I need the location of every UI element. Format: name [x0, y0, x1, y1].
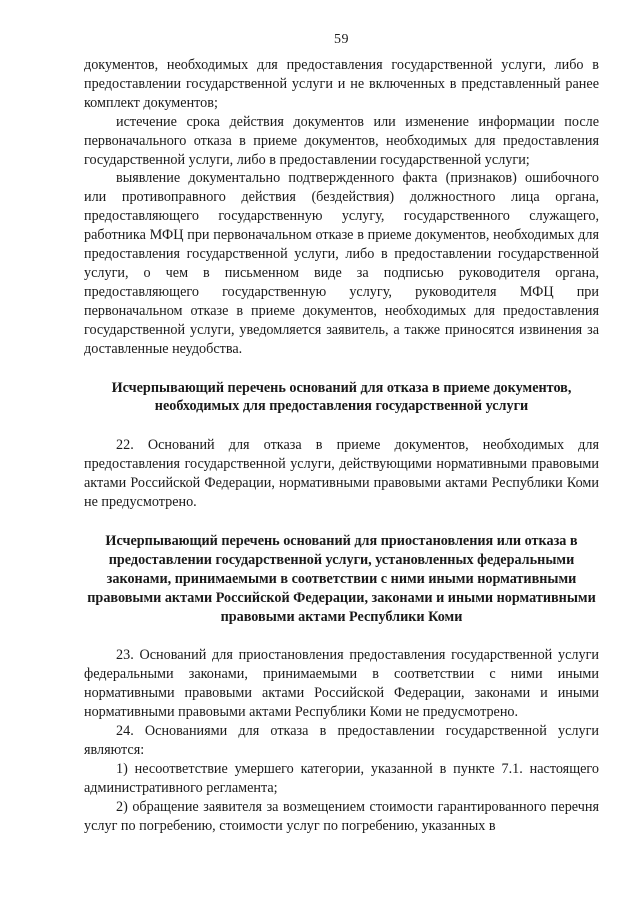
- section-title-suspension-refusal: Исчерпывающий перечень оснований для приостановления или отказа в предоставлении государственной услуги, установленных федеральными законами, принимаемыми в соответствии с ними иными нормативными правовыми актами Российской Федерации, законами и иными нормативными правовыми актами Республики Коми: [87, 532, 596, 625]
- paragraph-error-detection: выявление документально подтвержденного факта (признаков) ошибочного или противоправного действия (бездействия) должностного лица органа, предоставляющего государственную услугу, государственного служащего, работника МФЦ при первоначальном отказе в приеме документов, необходимых для предоставления государственной услуги, либо в предоставлении государственной услуги, о чем в письменном виде за подписью руководителя органа, предоставляющего государственную услугу, руководителя МФЦ при первоначальном отказе в приеме документов, необходимых для предоставления государственной услуги, уведомляется заявитель, а также приносятся извинения за доставленные неудобства.: [84, 170, 599, 357]
- list-item-2: 2) обращение заявителя за возмещением стоимости гарантированного перечня услуг по погребению, стоимости услуг по погребению, указанных в: [84, 798, 599, 834]
- page-number: 59: [334, 32, 349, 47]
- paragraph-23: 23. Оснований для приостановления предоставления государственной услуги федеральными законами, принимаемыми в соответствии с ними иными нормативными правовыми актами Российской Федерации, законами и иными нормативными правовыми актами Республики Коми не предусмотрено.: [84, 647, 599, 721]
- document-body: [84, 56, 599, 836]
- paragraph-continuation: документов, необходимых для предоставления государственной услуги, либо в предоставлении государственной услуги и не включенных в представленный ранее комплект документов;: [84, 57, 599, 111]
- paragraph-22: 22. Оснований для отказа в приеме документов, необходимых для предоставления государственной услуги, действующими нормативными правовыми актами Российской Федерации, нормативными правовыми актами Республики Коми не предусмотрено.: [84, 437, 599, 511]
- paragraph-24: 24. Основаниями для отказа в предоставлении государственной услуги являются:: [84, 723, 599, 758]
- list-item-1: 1) несоответствие умершего категории, указанной в пункте 7.1. настоящего административного регламента;: [84, 760, 599, 796]
- paragraph-expiry: истечение срока действия документов или изменение информации после первоначального отказа в приеме документов, необходимых для предоставления государственной услуги, либо в предоставлении государственной услуги;: [84, 113, 599, 168]
- section-title-refusal-acceptance: Исчерпывающий перечень оснований для отказа в приеме документов, необходимых для предоставления государственной услуги: [111, 379, 572, 415]
